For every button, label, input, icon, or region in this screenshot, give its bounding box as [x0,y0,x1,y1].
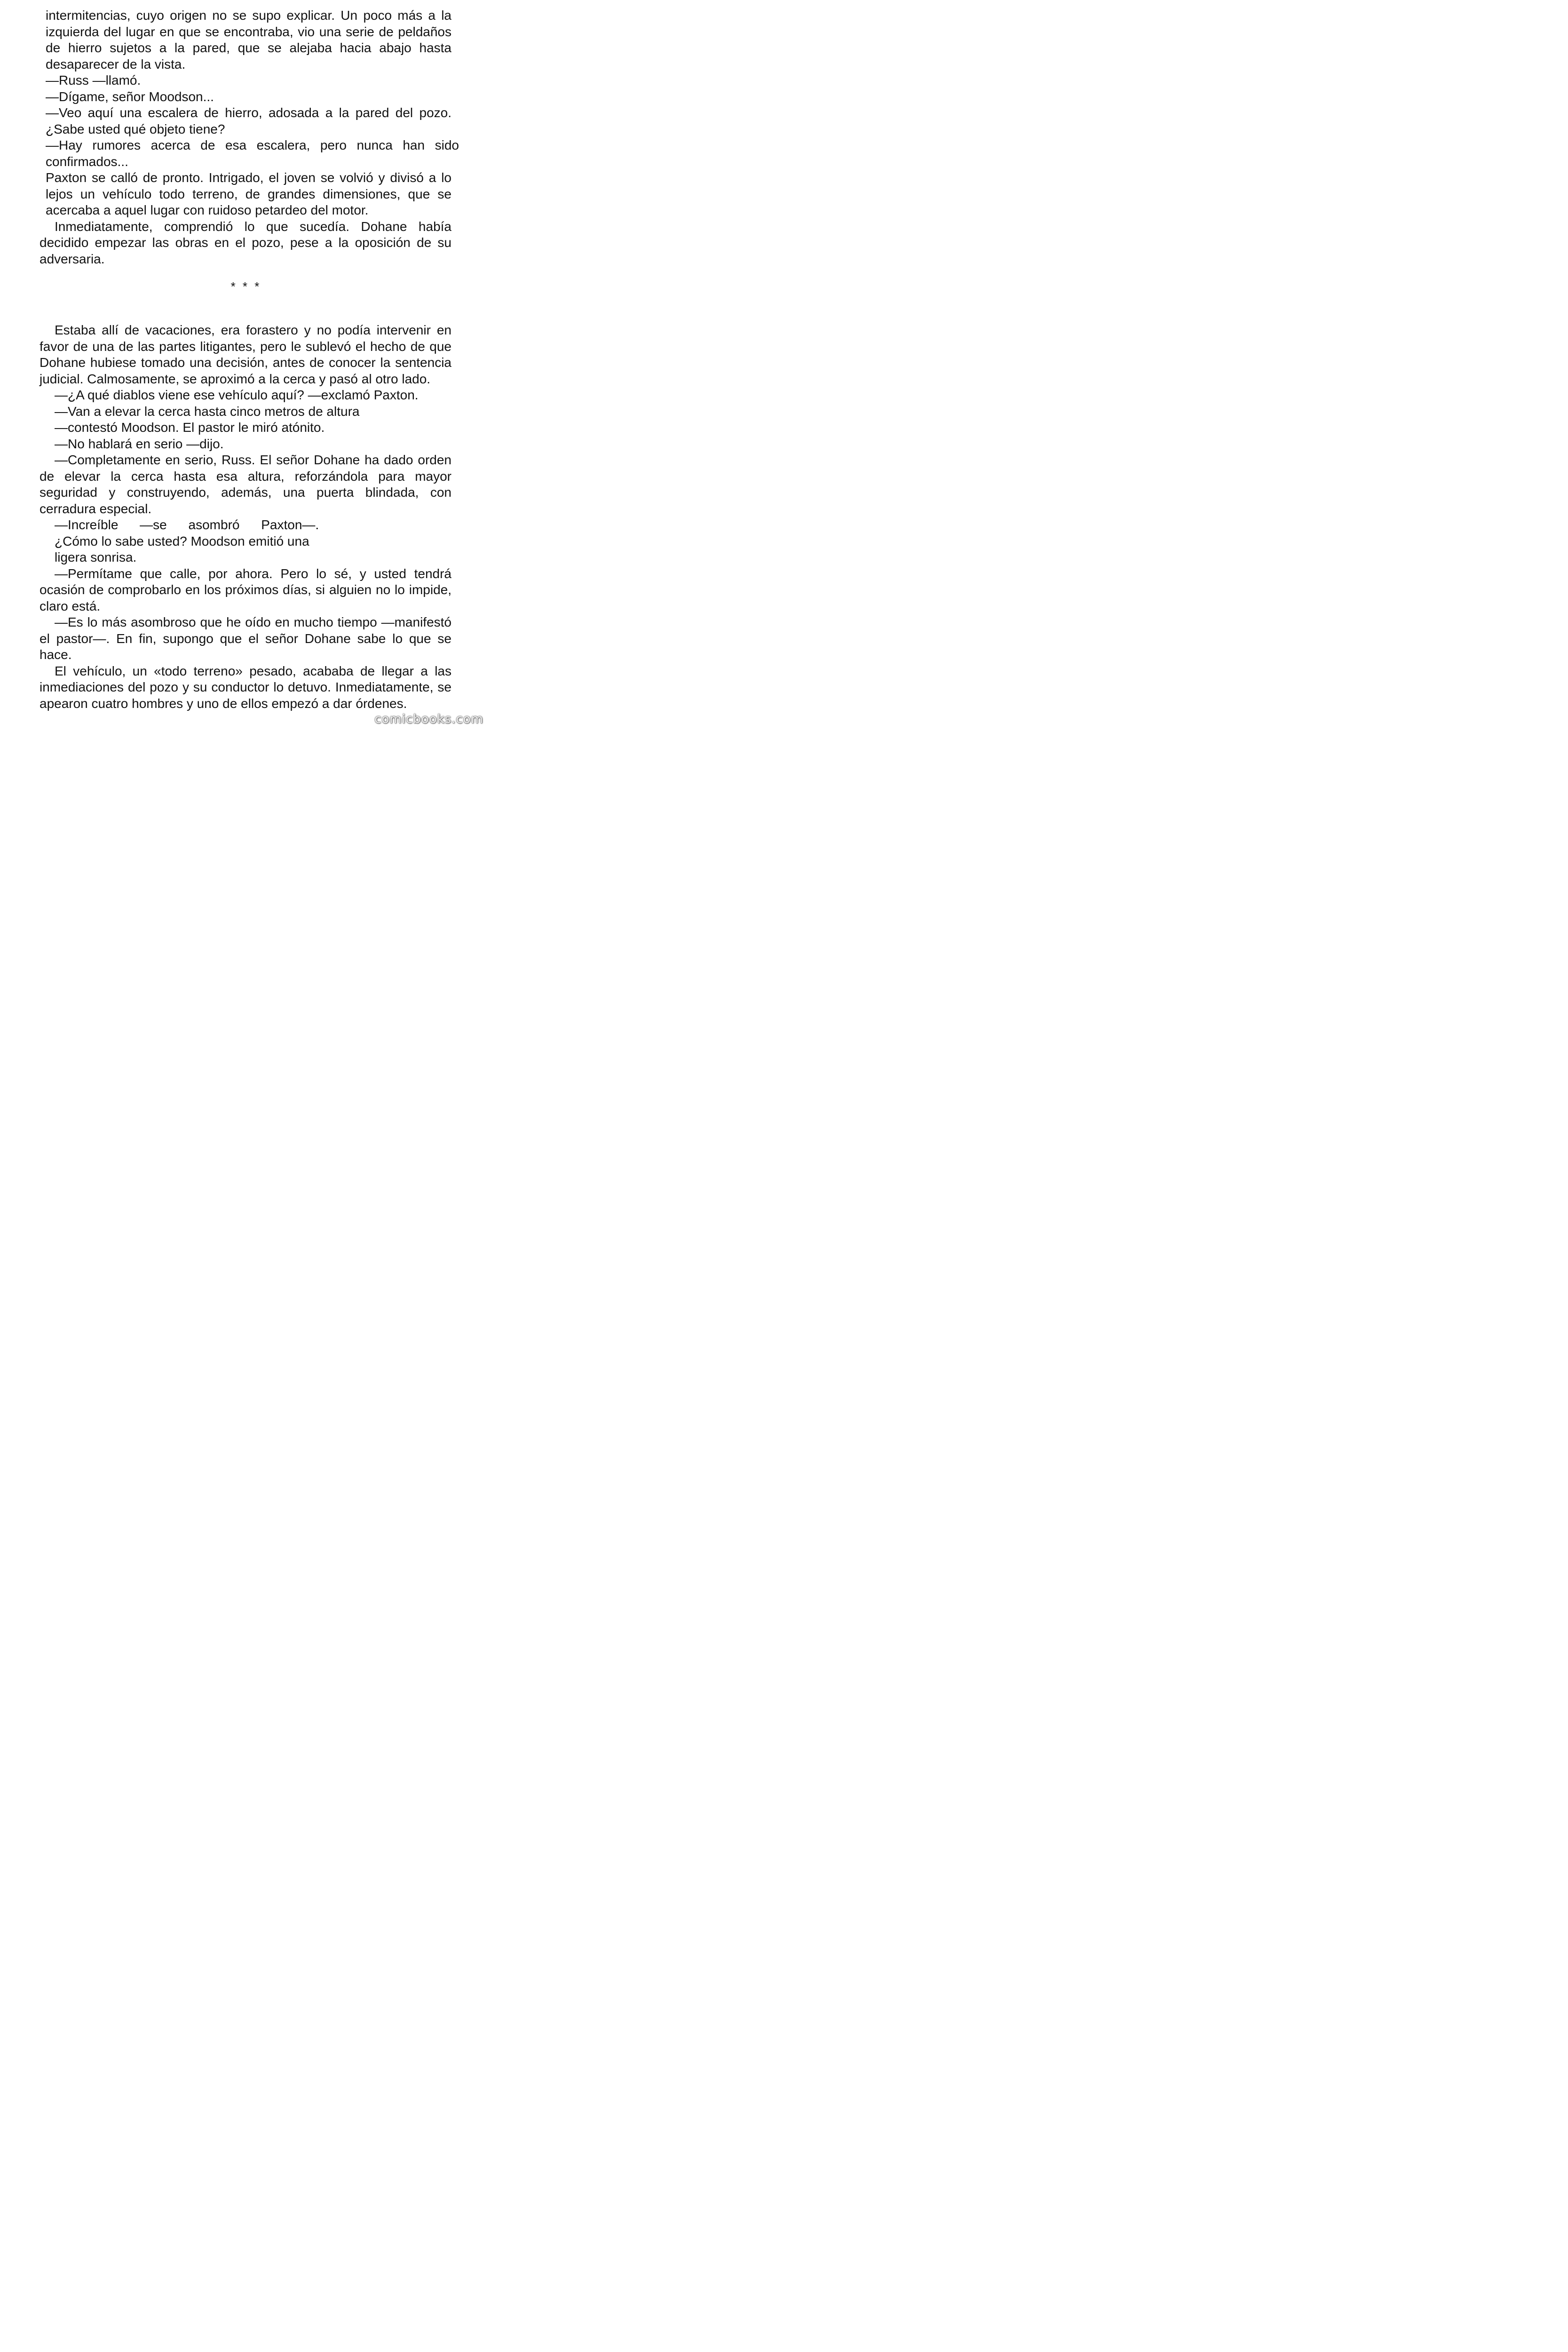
paragraph: Estaba allí de vacaciones, era forastero y no podía intervenir en favor de una de las partes litigantes, pero le sublevó el hecho de que Dohane hubiese tomado una decisión, antes de conocer la sentencia judicial. Calmosamente, se aproximó a la cerca y pasó al otro lado. [40,323,451,386]
paragraph: intermitencias, cuyo origen no se supo explicar. Un poco más a la izquierda del lugar en que se encontraba, vio una serie de peldaños de hierro sujetos a la pared, que se alejaba hacia abajo hasta desaparecer de la vista. [46,8,451,72]
paragraph: —Van a elevar la cerca hasta cinco metros de altura [55,404,360,419]
paragraph: —Completamente en serio, Russ. El señor Dohane ha dado orden de elevar la cerca hasta esa altura, reforzándola para mayor seguridad y construyendo, además, una puerta blindada, con cerradura especial. [40,453,451,516]
paragraph: —Increíble —se asombró Paxton—. [55,517,319,532]
paragraph: —¿A qué diablos viene ese vehículo aquí? —exclamó Paxton. [55,388,419,402]
text-block-top [40,8,459,267]
paragraph: ¿Cómo lo sabe usted? Moodson emitió una [55,533,309,548]
paragraph: ligera sonrisa. [55,550,137,564]
paragraph: Inmediatamente, comprendió lo que sucedía. Dohane había decidido empezar las obras en el pozo, pese a la oposición de su adversaria. [40,219,451,266]
paragraph: —Permítame que calle, por ahora. Pero lo sé, y usted tendrá ocasión de comprobarlo en los próximos días, si alguien no lo impide, claro está. [40,566,451,613]
section-separator: * * * [230,279,261,294]
paragraph: —Dígame, señor Moodson... [46,89,214,104]
paragraph: —Russ —llamó. [46,73,141,87]
paragraph: El vehículo, un «todo terreno» pesado, acababa de llegar a las inmediaciones del pozo y su conductor lo detuvo. Inmediatamente, se apearon cuatro hombres y uno de ellos empezó a dar órdenes. [40,663,451,711]
paragraph: —No hablará en serio —dijo. [55,436,224,451]
paragraph: —Veo aquí una escalera de hierro, adosada a la pared del pozo. ¿Sabe usted qué objeto tiene? [46,105,451,136]
paragraph: —contestó Moodson. El pastor le miró atónito. [55,420,325,435]
watermark-logo: comicbooks.com [374,712,483,726]
text-block-bottom [40,322,451,712]
paragraph: —Hay rumores acerca de esa escalera, pero nunca han sido confirmados... [46,138,459,169]
paragraph: Paxton se calló de pronto. Intrigado, el joven se volvió y divisó a lo lejos un vehículo todo terreno, de grandes dimensiones, que se acercaba a aquel lugar con ruidoso petardeo del motor. [46,170,451,217]
book-page [0,0,492,738]
paragraph: —Es lo más asombroso que he oído en mucho tiempo —manifestó el pastor—. En fin, supongo que el señor Dohane sabe lo que se hace. [40,615,451,662]
